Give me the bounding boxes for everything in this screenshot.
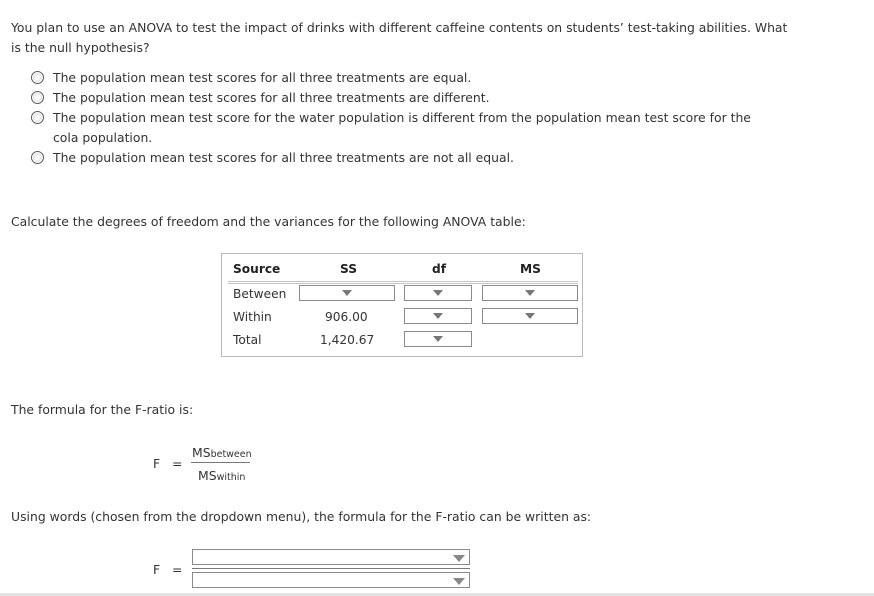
words-prompt: Using words (chosen from the dropdown menu), the formula for the F-ratio can be written as: [11, 509, 592, 524]
f-symbol-words: F [153, 562, 161, 577]
chevron-down-icon [525, 313, 535, 319]
row-source-total: Total [233, 333, 262, 347]
header-divider [228, 283, 578, 284]
fraction-denominator [198, 468, 245, 483]
equals-sign-words: = [172, 562, 183, 577]
header-divider [228, 281, 578, 282]
f-symbol: F [153, 456, 161, 471]
chevron-down-icon [453, 578, 465, 585]
option-label: The population mean test scores for all three treatments are different. [53, 90, 490, 105]
fraction-numerator [192, 445, 252, 460]
header-ss: SS [340, 262, 358, 276]
ms-within-dropdown[interactable] [482, 308, 578, 324]
anova-table [221, 253, 583, 357]
ss-between-dropdown[interactable] [299, 285, 395, 301]
chevron-down-icon [342, 290, 352, 296]
subscript-between: between [210, 449, 252, 460]
radio-button[interactable] [31, 71, 44, 84]
row-source-between: Between [233, 287, 287, 301]
question-1-prompt: You plan to use an ANOVA to test the impact of drinks with different caffeine contents on students’ test-taking abilities. What is the null hypothesis? [11, 20, 788, 55]
header-ms: MS [520, 262, 541, 276]
radio-button[interactable] [31, 151, 44, 164]
ms-symbol: MS [192, 445, 211, 460]
numerator-words-dropdown[interactable] [192, 549, 470, 565]
subscript-within: within [216, 472, 246, 483]
header-df: df [432, 262, 447, 276]
radio-button[interactable] [31, 91, 44, 104]
equals-sign: = [172, 456, 183, 471]
chevron-down-icon [433, 313, 443, 319]
chevron-down-icon [525, 290, 535, 296]
chevron-down-icon [433, 290, 443, 296]
radio-button[interactable] [31, 111, 44, 124]
chevron-down-icon [453, 555, 465, 562]
option-label: The population mean test score for the water population is different from the population mean test score for the cola population. [53, 110, 751, 145]
option-label: The population mean test scores for all three treatments are equal. [53, 70, 472, 85]
question-2-prompt: Calculate the degrees of freedom and the variances for the following ANOVA table: [11, 214, 526, 229]
df-within-dropdown[interactable] [404, 308, 472, 324]
words-fraction-bar [192, 568, 470, 569]
df-between-dropdown[interactable] [404, 285, 472, 301]
chevron-down-icon [433, 336, 443, 342]
denominator-words-dropdown[interactable] [192, 572, 470, 588]
row-source-within: Within [233, 310, 272, 324]
ss-total-value: 1,420.67 [320, 333, 375, 347]
header-source: Source [233, 262, 281, 276]
ms-between-dropdown[interactable] [482, 285, 578, 301]
ss-within-value: 906.00 [325, 310, 368, 324]
option-label: The population mean test scores for all three treatments are not all equal. [53, 150, 514, 165]
df-total-dropdown[interactable] [404, 331, 472, 347]
f-ratio-intro: The formula for the F-ratio is: [11, 402, 194, 417]
ms-symbol: MS [198, 468, 217, 483]
fraction-bar [191, 462, 250, 463]
